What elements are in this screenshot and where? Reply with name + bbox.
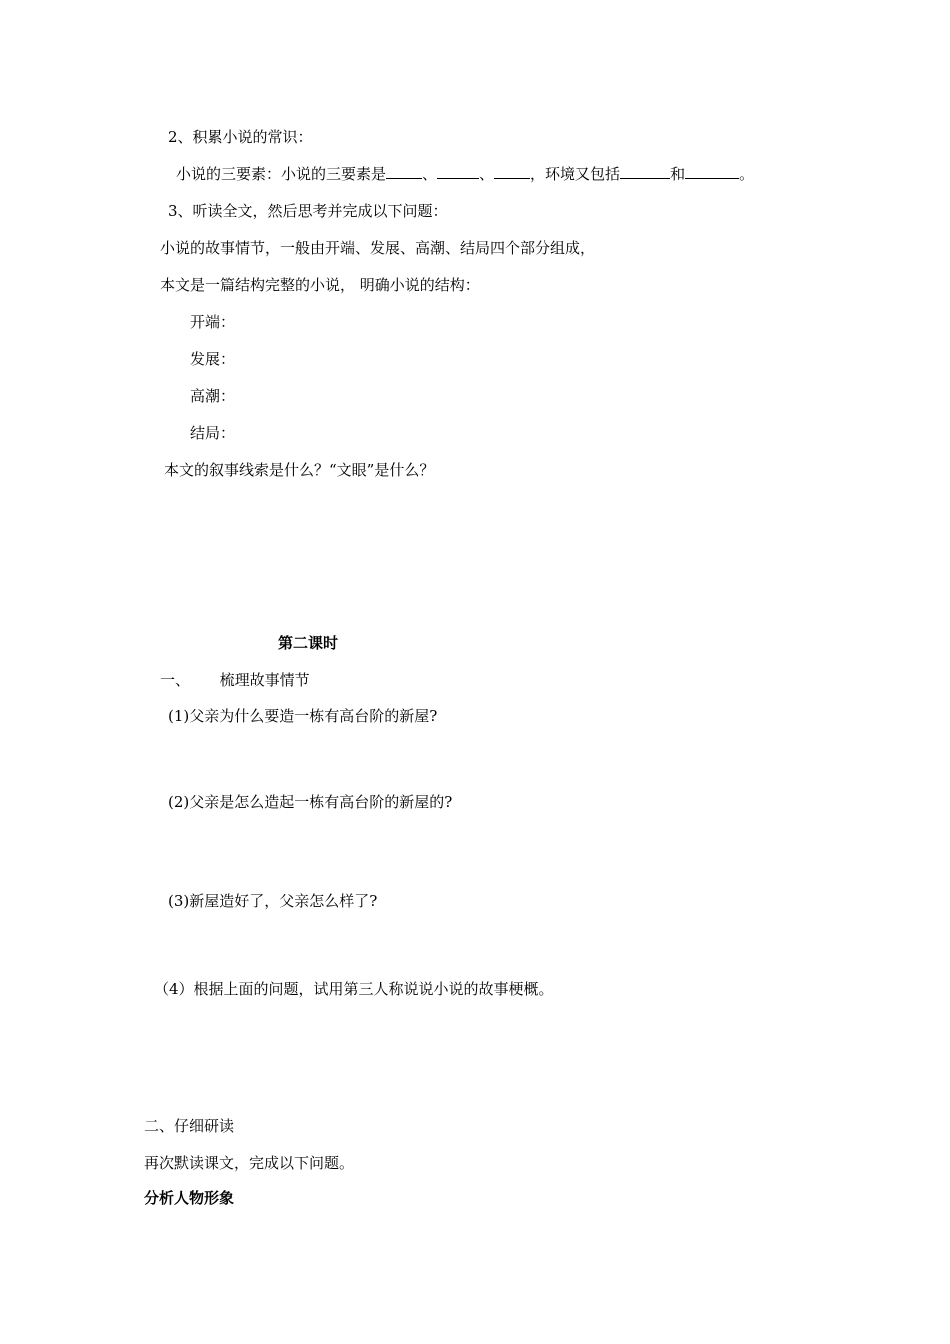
structure-climax: 高潮：: [190, 387, 236, 405]
part2-instruction: 再次默读课文，完成以下问题。: [144, 1154, 355, 1172]
separator: 、: [479, 165, 495, 183]
separator: 、: [422, 165, 438, 183]
part2-subtitle: 分析人物形象: [144, 1189, 235, 1207]
three-elements-prefix: 小说的三要素：小说的三要素是: [176, 165, 387, 183]
structure-development: 发展：: [190, 350, 236, 368]
three-elements-line: [176, 164, 754, 184]
item3-title: 3、听读全文，然后思考并完成以下问题：: [168, 202, 448, 220]
structure-prompt: 本文是一篇结构完整的小说， 明确小说的结构：: [160, 276, 480, 294]
part2-title: 二、仔细研读: [144, 1117, 235, 1135]
plot-intro: 小说的故事情节，一般由开端、发展、高潮、结局四个部分组成，: [160, 239, 596, 257]
lesson2-title: 第二课时: [278, 634, 339, 652]
and-text: 和: [670, 165, 686, 183]
blank-element-2[interactable]: [437, 164, 479, 179]
item2-title: 2、积累小说的常识：: [168, 128, 313, 146]
part1-title: 梳理故事情节: [219, 671, 310, 689]
blank-element-1[interactable]: [386, 164, 422, 179]
blank-environment-1[interactable]: [620, 164, 670, 179]
environment-text: ，环境又包括: [530, 165, 621, 183]
question-2: (2)父亲是怎么造起一栋有高台阶的新屋的?: [168, 793, 453, 811]
period: 。: [739, 165, 755, 183]
blank-element-3[interactable]: [494, 164, 530, 179]
part1-number: 一、: [160, 671, 191, 689]
structure-opening: 开端：: [190, 313, 236, 331]
part1-heading: [160, 670, 310, 690]
clue-question: 本文的叙事线索是什么？“文眼”是什么？: [164, 461, 435, 479]
structure-ending: 结局：: [190, 424, 236, 442]
question-3: (3)新屋造好了，父亲怎么样了?: [168, 892, 378, 910]
question-4: （4）根据上面的问题，试用第三人称说说小说的故事梗概。: [154, 980, 554, 998]
question-1: (1)父亲为什么要造一栋有高台阶的新屋?: [168, 707, 438, 725]
blank-environment-2[interactable]: [685, 164, 739, 179]
